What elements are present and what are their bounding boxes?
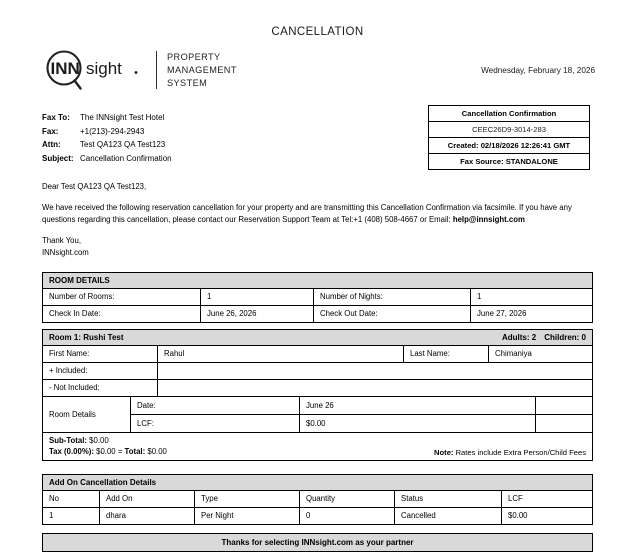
room-date-value: June 26 bbox=[300, 397, 536, 414]
table-row bbox=[131, 415, 592, 432]
room-lcf-value: $0.00 bbox=[300, 415, 536, 432]
addon-cell-lcf: $0.00 bbox=[508, 511, 528, 520]
confirmation-code: CEEC26D9-3014-283 bbox=[429, 122, 589, 138]
equals-sign: = bbox=[117, 447, 123, 456]
check-out-value: June 27, 2026 bbox=[477, 309, 527, 318]
confirmation-heading: Cancellation Confirmation bbox=[429, 106, 589, 122]
number-of-nights-value: 1 bbox=[477, 292, 482, 301]
letter-salutation: Dear Test QA123 QA Test123, bbox=[42, 182, 147, 191]
letter-body bbox=[42, 181, 594, 258]
room-one-children: Children: 0 bbox=[544, 333, 586, 342]
room-one-table bbox=[42, 329, 593, 461]
addon-heading: Add On Cancellation Details bbox=[49, 478, 157, 487]
page-title: CANCELLATION bbox=[271, 26, 364, 38]
document-date: Wednesday, February 18, 2026 bbox=[481, 66, 595, 75]
included-label: + Included: bbox=[43, 363, 158, 379]
brand-tagline-line1: PROPERTY bbox=[167, 52, 221, 62]
tax-total-line bbox=[49, 446, 434, 457]
tax-percent: 0.00 bbox=[66, 447, 82, 456]
letter-paragraph bbox=[42, 202, 594, 225]
support-email: help@innsight.com bbox=[452, 214, 525, 224]
check-in-value: June 26, 2026 bbox=[201, 306, 314, 322]
attn-value: Test QA123 QA Test123 bbox=[80, 140, 166, 150]
brand-logo bbox=[42, 50, 237, 90]
room-totals-row bbox=[43, 433, 592, 460]
brand-tagline-line2: MANAGEMENT bbox=[167, 64, 237, 75]
addon-cell-quantity: 0 bbox=[300, 508, 395, 524]
room-details-sub-label: Room Details bbox=[43, 397, 131, 432]
footer-message: Thanks for selecting INNsight.com as your partner bbox=[42, 533, 593, 552]
brand-tagline bbox=[167, 50, 237, 89]
addon-cell-type: Per Night bbox=[195, 508, 300, 524]
subject-row bbox=[42, 152, 172, 166]
svg-text:sight: sight bbox=[86, 59, 122, 78]
fax-number-value: +1(213)-294-2943 bbox=[80, 126, 145, 136]
addon-col-lcf: LCF bbox=[508, 494, 523, 503]
addon-table bbox=[42, 474, 593, 525]
room-one-heading: Room 1: Rushi Test bbox=[49, 333, 124, 342]
room-lcf-spacer bbox=[536, 415, 592, 432]
table-row bbox=[43, 289, 592, 306]
subject-label: Subject: bbox=[42, 153, 74, 163]
confirmation-fax-source: Fax Source: STANDALONE bbox=[460, 156, 558, 166]
confirmation-box bbox=[428, 105, 590, 170]
addon-col-no: No bbox=[43, 491, 100, 507]
first-name-value: Rahul bbox=[158, 346, 404, 362]
table-row bbox=[43, 380, 592, 397]
last-name-label: Last Name: bbox=[404, 346, 489, 362]
addon-column-headers bbox=[43, 491, 592, 508]
room-date-spacer bbox=[536, 397, 592, 414]
fax-to-label: Fax To: bbox=[42, 113, 70, 122]
total-value: $0.00 bbox=[147, 447, 167, 456]
number-of-rooms-label: Number of Rooms: bbox=[43, 289, 201, 305]
addon-cell-addon: dhara bbox=[100, 508, 195, 524]
check-out-label: Check Out Date: bbox=[314, 306, 471, 322]
subtotal-label: Sub-Total: bbox=[49, 436, 87, 445]
letter-paragraph-text: We have received the following reservation cancellation for your property and are transmitting this Cancellation Confirmation via facsimile. If you have any questions regarding this cancellation, please contact our Reservation Support Team at Tel:+1 (408) 508-4667 or Email: bbox=[42, 203, 572, 224]
room-date-label: Date: bbox=[131, 397, 300, 414]
fax-number-label: Fax: bbox=[42, 126, 59, 136]
attn-label: Attn: bbox=[42, 140, 61, 150]
number-of-nights-label: Number of Nights: bbox=[314, 289, 471, 305]
addon-col-type: Type bbox=[195, 491, 300, 507]
room-details-sub-body bbox=[131, 397, 592, 432]
table-row bbox=[43, 346, 592, 363]
logo-divider bbox=[156, 51, 157, 89]
room-details-subtable bbox=[43, 397, 592, 433]
innsight-logo-icon bbox=[42, 50, 150, 90]
addon-heading-band bbox=[43, 475, 592, 491]
fax-to-value: The INNsight Test Hotel bbox=[80, 113, 165, 122]
letter-signoff bbox=[42, 235, 594, 258]
room-totals-left bbox=[49, 435, 434, 457]
confirmation-created: Created: 02/18/2026 12:26:41 GMT bbox=[429, 138, 589, 154]
room-totals-note bbox=[434, 448, 586, 457]
brand-tagline-line3: SYSTEM bbox=[167, 77, 208, 88]
tax-label-end: %): bbox=[81, 447, 94, 456]
signoff-line-1: Thank You, bbox=[42, 236, 82, 246]
subject-value: Cancellation Confirmation bbox=[80, 153, 172, 163]
signoff-line-2: INNsight.com bbox=[42, 247, 89, 257]
fax-number-row bbox=[42, 125, 172, 139]
room-one-heading-band bbox=[43, 330, 592, 346]
check-in-label: Check In Date: bbox=[43, 306, 201, 322]
addon-col-status: Status bbox=[395, 491, 502, 507]
number-of-rooms-value: 1 bbox=[201, 289, 314, 305]
addon-col-quantity: Quantity bbox=[300, 491, 395, 507]
note-label: Note: bbox=[434, 448, 454, 457]
note-text: Rates include Extra Person/Child Fees bbox=[455, 448, 586, 457]
fax-to-row bbox=[42, 111, 172, 125]
table-row bbox=[43, 306, 592, 322]
room-one-adults: Adults: 2 bbox=[501, 333, 537, 342]
tax-label: Tax ( bbox=[49, 447, 67, 456]
subtotal-line bbox=[49, 435, 434, 446]
table-row bbox=[131, 397, 592, 415]
subtotal-value: $0.00 bbox=[89, 436, 109, 445]
not-included-label: - Not Included: bbox=[43, 380, 158, 396]
addon-col-addon: Add On bbox=[100, 491, 195, 507]
not-included-value bbox=[158, 380, 592, 396]
included-value bbox=[158, 363, 592, 379]
room-details-heading-band bbox=[43, 273, 592, 289]
svg-text:INN: INN bbox=[50, 59, 80, 78]
table-row bbox=[43, 508, 592, 524]
total-label: Total: bbox=[124, 447, 146, 456]
table-row bbox=[43, 363, 592, 380]
last-name-value: Chimaniya bbox=[495, 349, 532, 358]
room-lcf-label: LCF: bbox=[131, 415, 300, 432]
addon-cell-no: 1 bbox=[43, 508, 100, 524]
tax-value: $0.00 bbox=[96, 447, 116, 456]
fax-metadata bbox=[42, 111, 172, 165]
room-details-heading: ROOM DETAILS bbox=[49, 276, 110, 285]
first-name-label: First Name: bbox=[43, 346, 158, 362]
room-details-table bbox=[42, 272, 593, 323]
attn-row bbox=[42, 138, 172, 152]
addon-cell-status: Cancelled bbox=[395, 508, 502, 524]
